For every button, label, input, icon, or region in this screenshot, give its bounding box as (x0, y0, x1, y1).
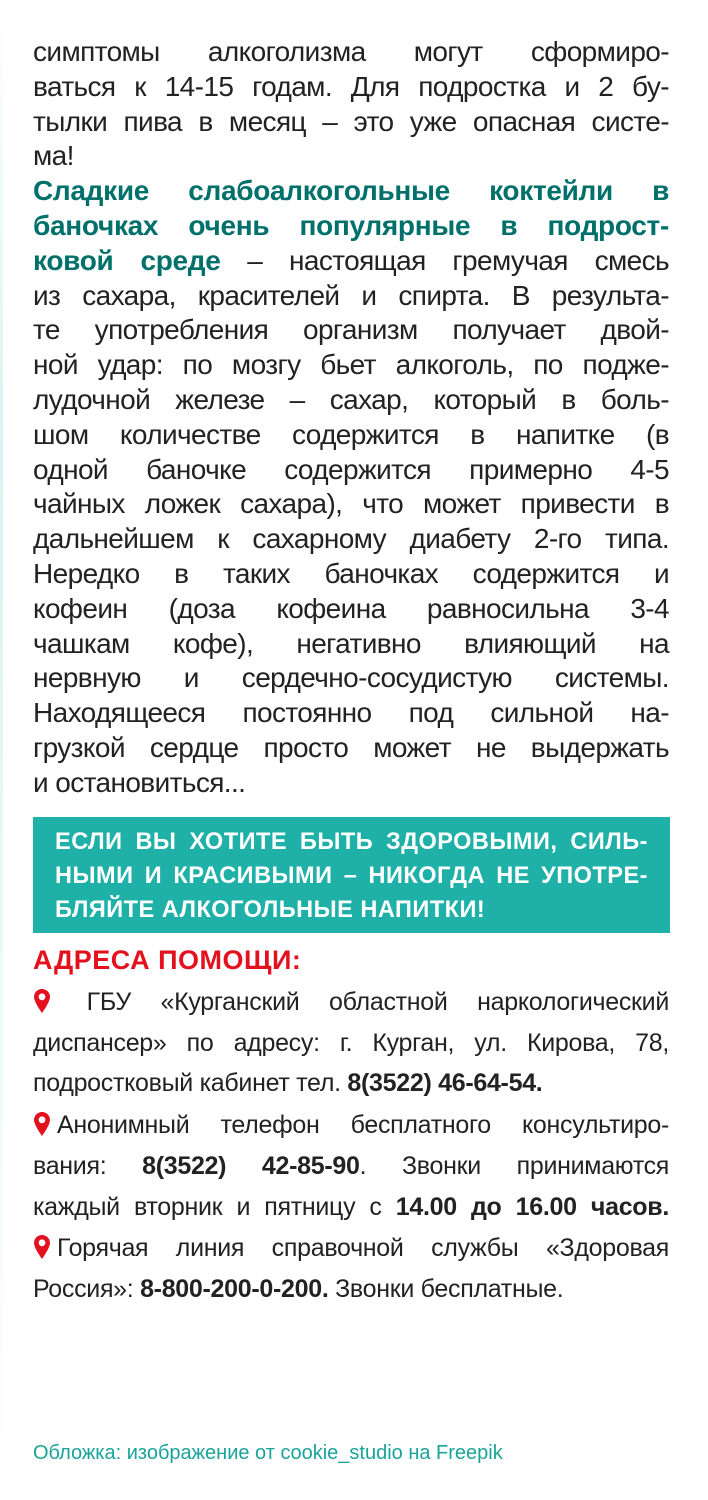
text-segment: нервную и сердечно-сосудистую системы. (33, 662, 669, 694)
help-addresses-heading: АДРЕСА ПОМОЩИ: (33, 945, 302, 975)
text-segment: ма! (33, 140, 74, 172)
text-segment: подростковый кабинет тел. (33, 1069, 348, 1097)
cover-credit: Обложка: изображение от cookie_studio на Freepik (33, 1442, 503, 1464)
body-line (33, 105, 669, 139)
address-line (33, 986, 669, 1018)
address-line (33, 1027, 669, 1059)
body-line (33, 731, 669, 765)
body-line (33, 557, 669, 591)
address-line (33, 1150, 669, 1182)
text-segment: Анонимный телефон бесплатного консультиро- (57, 1111, 669, 1139)
address-line (33, 1067, 669, 1099)
text-segment: симптомы алкоголизма могут сформиро- (33, 36, 669, 67)
map-pin-icon (33, 1234, 51, 1260)
body-line (33, 487, 669, 521)
address-line (33, 1109, 669, 1141)
bold-text: 8(3522) 42-85-90 (142, 1152, 360, 1180)
map-pin-icon (33, 1111, 51, 1137)
text-segment: – настоящая гремучая смесь (220, 244, 669, 276)
text-segment: те употребления организм получает двой- (33, 314, 669, 346)
bold-text: 14.00 до 16.00 часов. (395, 1193, 669, 1221)
text-segment: . Звонки принимаются (359, 1152, 670, 1180)
body-line (33, 453, 669, 487)
banner-line: ЕСЛИ ВЫ ХОТИТЕ БЫТЬ ЗДОРОВЫМИ, СИЛЬ- (55, 828, 648, 855)
body-line (33, 627, 669, 661)
body-line (33, 348, 669, 382)
body-line (33, 209, 669, 243)
text-segment: тылки пива в месяц – это уже опасная систе- (33, 105, 669, 137)
body-line (33, 244, 669, 278)
text-segment: кофеин (доза кофеина равносильна 3-4 (33, 592, 669, 624)
text-segment: одной баночке содержится примерно 4-5 (33, 453, 669, 485)
body-line (33, 70, 669, 104)
address-line (33, 1191, 669, 1223)
text-segment: дальнейшем к сахарному диабету 2-го типа. (33, 523, 669, 555)
text-segment: Россия»: (33, 1275, 141, 1303)
text-segment: и остановиться... (33, 766, 246, 798)
highlight-text: баночках очень популярные в подрост- (33, 210, 669, 241)
highlight-text: Сладкие слабоалкогольные коктейли в (33, 175, 669, 207)
body-line (33, 35, 669, 69)
text-segment: каждый вторник и пятницу с (33, 1193, 396, 1221)
map-pin-icon (33, 988, 51, 1014)
body-line (33, 766, 669, 800)
body-line (33, 661, 669, 695)
body-line (33, 174, 669, 208)
text-segment: ваться к 14-15 годам. Для подростка и 2 бу- (33, 70, 669, 102)
body-line (33, 279, 669, 313)
left-edge-decoration (0, 0, 3, 1500)
text-segment: лудочной железе – сахар, который в боль- (33, 384, 669, 415)
address-line (33, 1232, 669, 1264)
callout-banner (33, 817, 670, 933)
body-line (33, 313, 669, 347)
bold-text: 8-800-200-0-200. (140, 1275, 329, 1303)
text-segment: ГБУ «Курганский областной наркологический (57, 988, 669, 1016)
banner-line: БЛЯЙТЕ АЛКОГОЛЬНЫЕ НАПИТКИ! (55, 896, 486, 923)
text-segment: Нередко в таких баночках содержится и (33, 558, 669, 589)
body-line (33, 383, 669, 417)
text-segment: шом количестве содержится в напитке (в (33, 418, 669, 450)
highlight-text: ковой среде (33, 244, 221, 276)
body-line (33, 592, 669, 626)
text-segment: чашкам кофе), негативно влияющий на (33, 627, 669, 659)
text-segment: вания: (33, 1152, 143, 1180)
text-segment: диспансер» по адресу: г. Курган, ул. Кирова, 78, (33, 1029, 669, 1057)
banner-line: НЫМИ И КРАСИВЫМИ – НИКОГДА НЕ УПОТРЕ- (55, 862, 648, 889)
body-line (33, 696, 669, 730)
text-segment: ной удар: по мозгу бьет алкоголь, по подже- (33, 349, 669, 381)
text-segment: грузкой сердце просто может не выдержать (33, 732, 669, 763)
text-segment: чайных ложек сахара), что может привести в (33, 488, 669, 520)
body-line (33, 418, 669, 452)
text-segment: Звонки бесплатные. (328, 1275, 564, 1303)
body-line (33, 522, 669, 556)
text-segment: из сахара, красителей и спирта. В результа- (33, 279, 669, 311)
body-line (33, 139, 669, 173)
address-line (33, 1273, 669, 1305)
text-segment: Горячая линия справочной службы «Здоровая (57, 1234, 669, 1262)
bold-text: 8(3522) 46-64-54. (347, 1069, 543, 1097)
text-segment: Находящееся постоянно под сильной на- (33, 697, 669, 729)
